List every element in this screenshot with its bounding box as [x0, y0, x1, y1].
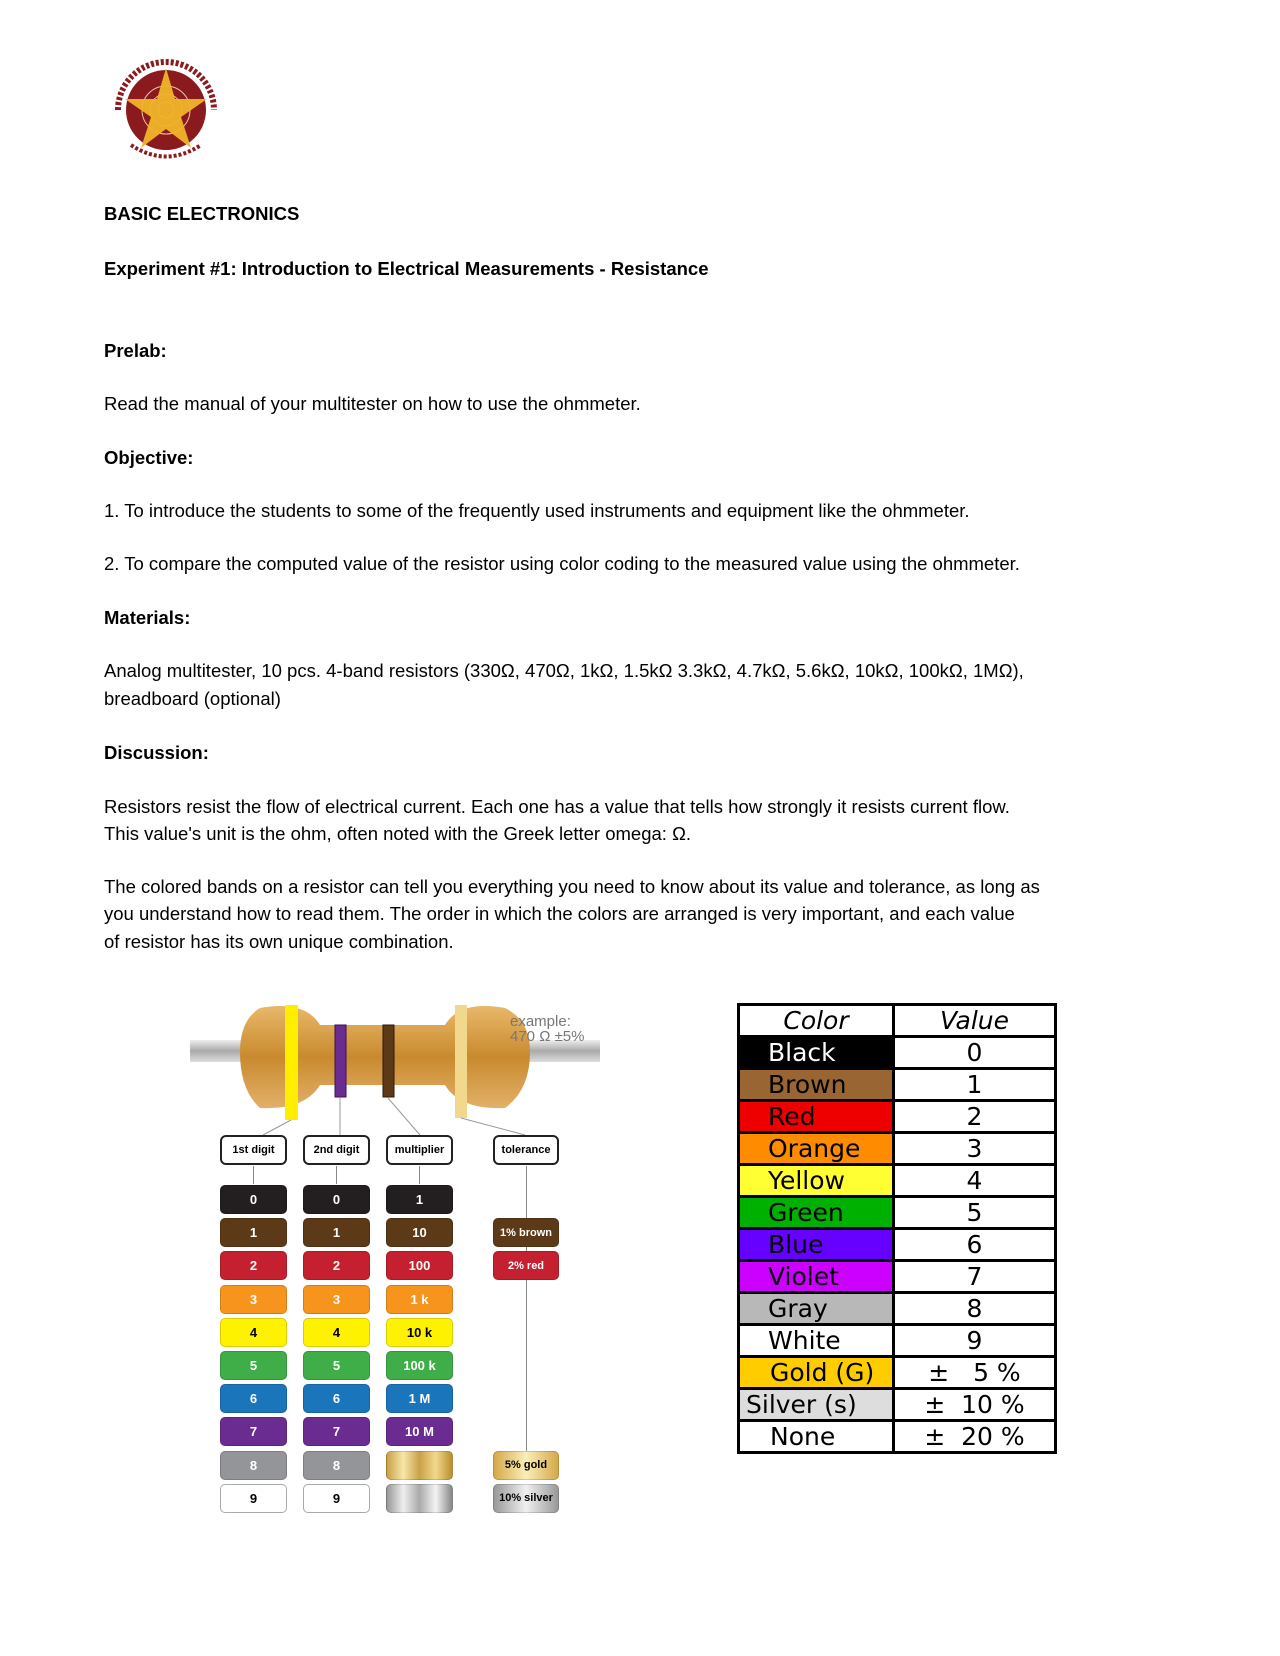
multiplier-chip: 1 — [386, 1185, 453, 1214]
second-digit-chip: 6 — [303, 1384, 370, 1413]
discussion-p1-line: This value's unit is the ohm, often noted with the Greek letter omega: Ω. — [104, 823, 692, 844]
color-name-cell: White — [739, 1325, 894, 1357]
objective-item-1: 1. To introduce the students to some of the frequently used instruments and equipment like the ohmmeter. — [104, 500, 970, 521]
color-name-cell: Yellow — [739, 1165, 894, 1197]
discussion-p2-line: of resistor has its own unique combination. — [104, 931, 454, 952]
multiplier-chip: 100 — [386, 1251, 453, 1280]
connector — [253, 1166, 254, 1184]
experiment-title: Experiment #1: Introduction to Electrical Measurements - Resistance — [104, 258, 709, 279]
prelab-text: Read the manual of your multitester on how to use the ohmmeter. — [104, 393, 641, 414]
multiplier-chip: 10 k — [386, 1318, 453, 1347]
color-name-cell: Orange — [739, 1133, 894, 1165]
materials-heading: Materials: — [104, 607, 191, 628]
tolerance-chip-silver: 10% silver — [493, 1484, 559, 1513]
first-digit-chip: 8 — [220, 1451, 287, 1480]
color-name-cell: Green — [739, 1197, 894, 1229]
table-header-row — [739, 1005, 1056, 1037]
first-digit-chip: 6 — [220, 1384, 287, 1413]
second-digit-chip: 2 — [303, 1251, 370, 1280]
color-name-cell: Gold (G) — [739, 1357, 894, 1389]
band-brown — [383, 1025, 394, 1097]
multiplier-chip: 1 M — [386, 1384, 453, 1413]
color-code-table — [737, 1003, 1057, 1454]
table-row — [739, 1229, 1056, 1261]
first-digit-chip: 7 — [220, 1417, 287, 1446]
color-value-cell: 7 — [894, 1261, 1056, 1293]
color-name-cell: Blue — [739, 1229, 894, 1261]
second-digit-chip: 5 — [303, 1351, 370, 1380]
second-digit-chip: 9 — [303, 1484, 370, 1513]
color-value-cell: 4 — [894, 1165, 1056, 1197]
multiplier-chip: 1 k — [386, 1285, 453, 1314]
color-name-cell: Brown — [739, 1069, 894, 1101]
color-value-cell: 0 — [894, 1037, 1056, 1069]
label-tolerance: tolerance — [493, 1135, 559, 1165]
example-value: 470 Ω ±5% — [510, 1028, 585, 1045]
multiplier-chip: 10 — [386, 1218, 453, 1247]
materials-line-2: breadboard (optional) — [104, 688, 281, 709]
second-digit-chip: 1 — [303, 1218, 370, 1247]
color-name-cell: Gray — [739, 1293, 894, 1325]
connector — [336, 1166, 337, 1184]
multiplier-chip: 100 k — [386, 1351, 453, 1380]
second-digit-chip: 8 — [303, 1451, 370, 1480]
color-value-cell: ± 20 % — [894, 1421, 1056, 1453]
connector — [526, 1166, 527, 1456]
band-gold — [455, 1005, 467, 1118]
label-multiplier: multiplier — [386, 1135, 453, 1165]
multiplier-chip — [386, 1484, 453, 1513]
prelab-heading: Prelab: — [104, 340, 167, 361]
table-row — [739, 1037, 1056, 1069]
label-second-digit: 2nd digit — [303, 1135, 370, 1165]
color-value-cell: 5 — [894, 1197, 1056, 1229]
color-name-cell: Black — [739, 1037, 894, 1069]
table-row — [739, 1261, 1056, 1293]
header-color: Color — [739, 1005, 894, 1037]
color-name-cell: Red — [739, 1101, 894, 1133]
tolerance-chip-brown: 1% brown — [493, 1218, 559, 1247]
discussion-p2-line: The colored bands on a resistor can tell you everything you need to know about its value and tolerance, as long as — [104, 876, 1040, 897]
table-row — [739, 1165, 1056, 1197]
discussion-p2-line: you understand how to read them. The order in which the colors are arranged is very important, and each value — [104, 903, 1015, 924]
first-digit-chip: 0 — [220, 1185, 287, 1214]
table-row — [739, 1293, 1056, 1325]
discussion-heading: Discussion: — [104, 742, 209, 763]
first-digit-chip: 2 — [220, 1251, 287, 1280]
first-digit-chip: 4 — [220, 1318, 287, 1347]
objective-heading: Objective: — [104, 447, 194, 468]
tolerance-chip-gold: 5% gold — [493, 1451, 559, 1480]
course-title: BASIC ELECTRONICS — [104, 203, 300, 224]
university-logo — [106, 50, 226, 170]
multiplier-chip — [386, 1451, 453, 1480]
table-row — [739, 1133, 1056, 1165]
table-row — [739, 1101, 1056, 1133]
second-digit-chip: 7 — [303, 1417, 370, 1446]
first-digit-chip: 5 — [220, 1351, 287, 1380]
second-digit-chip: 3 — [303, 1285, 370, 1314]
tolerance-chip-red: 2% red — [493, 1251, 559, 1280]
first-digit-chip: 1 — [220, 1218, 287, 1247]
table-row — [739, 1197, 1056, 1229]
second-digit-chip: 0 — [303, 1185, 370, 1214]
materials-line-1: Analog multitester, 10 pcs. 4-band resistors (330Ω, 470Ω, 1kΩ, 1.5kΩ 3.3kΩ, 4.7kΩ, 5.6kΩ, 10kΩ, 100kΩ, 1MΩ), — [104, 660, 1024, 681]
band-yellow — [285, 1005, 298, 1120]
example-label: example: — [510, 1013, 571, 1030]
table-row — [739, 1069, 1056, 1101]
color-name-cell: None — [739, 1421, 894, 1453]
second-digit-chip: 4 — [303, 1318, 370, 1347]
color-value-cell: 9 — [894, 1325, 1056, 1357]
color-value-cell: 6 — [894, 1229, 1056, 1261]
color-value-cell: 2 — [894, 1101, 1056, 1133]
color-name-cell: Silver (s) — [739, 1389, 894, 1421]
first-digit-chip: 9 — [220, 1484, 287, 1513]
label-first-digit: 1st digit — [220, 1135, 287, 1165]
discussion-p1-line: Resistors resist the flow of electrical current. Each one has a value that tells how strongly it resists current flow. — [104, 796, 1010, 817]
objective-item-2: 2. To compare the computed value of the resistor using color coding to the measured value using the ohmmeter. — [104, 553, 1020, 574]
color-value-cell: 8 — [894, 1293, 1056, 1325]
table-row — [739, 1325, 1056, 1357]
example-caption — [510, 1014, 585, 1044]
color-value-cell: 3 — [894, 1133, 1056, 1165]
first-digit-chip: 3 — [220, 1285, 287, 1314]
header-value: Value — [894, 1005, 1056, 1037]
connector — [419, 1166, 420, 1184]
table-row — [739, 1421, 1056, 1453]
multiplier-chip: 10 M — [386, 1417, 453, 1446]
color-value-cell: 1 — [894, 1069, 1056, 1101]
table-row — [739, 1357, 1056, 1389]
color-name-cell: Violet — [739, 1261, 894, 1293]
color-value-cell: ± 10 % — [894, 1389, 1056, 1421]
table-row — [739, 1389, 1056, 1421]
color-value-cell: ± 5 % — [894, 1357, 1056, 1389]
band-violet — [335, 1025, 346, 1097]
